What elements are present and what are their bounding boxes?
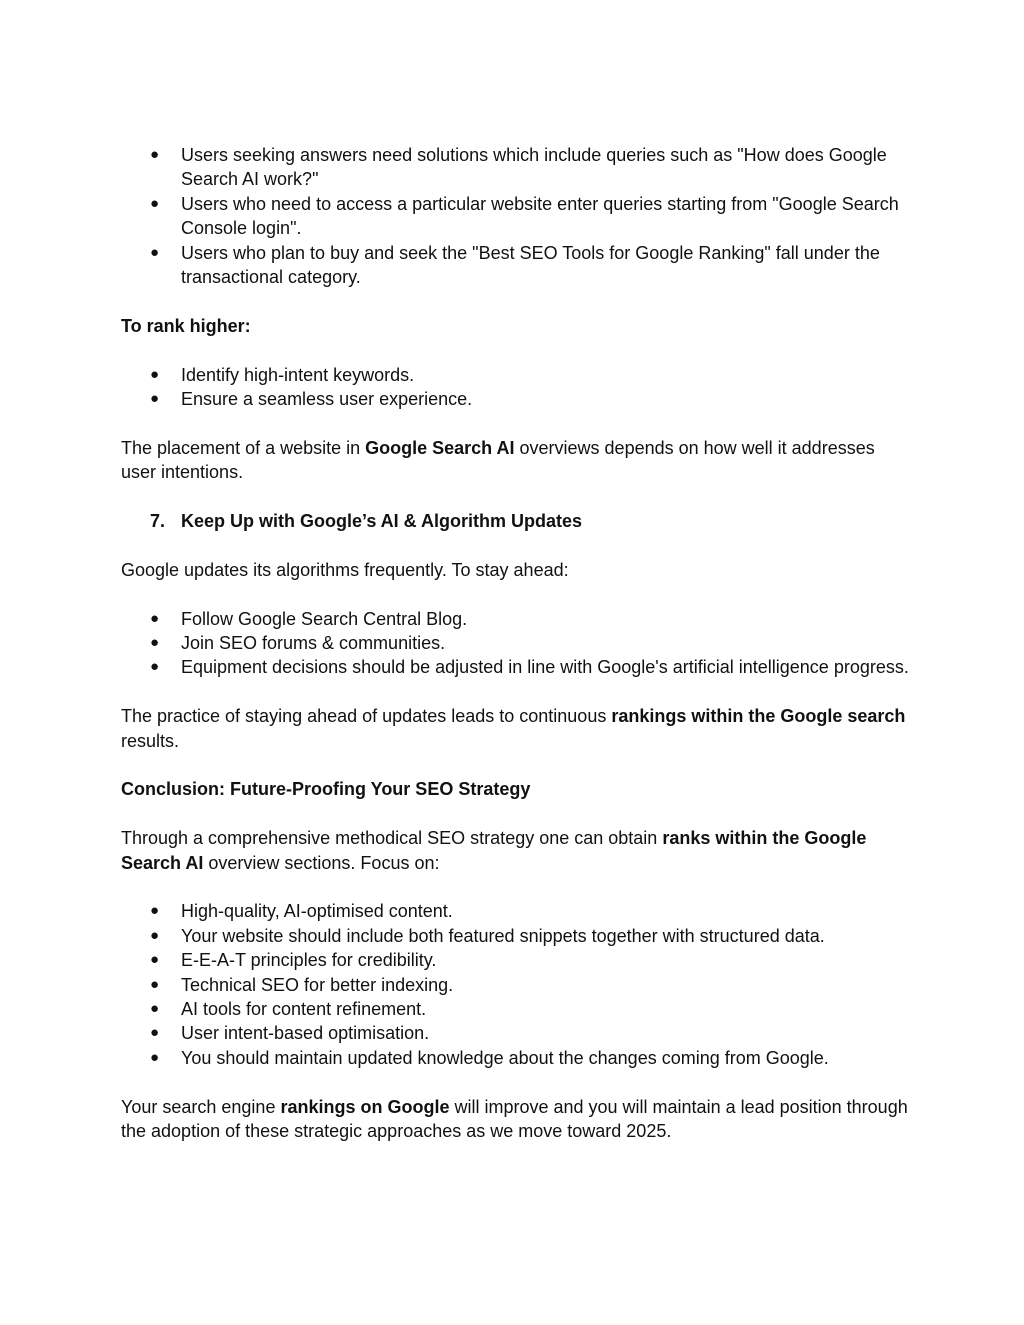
list-item: ● Ensure a seamless user experience. xyxy=(121,387,911,411)
document-page xyxy=(121,143,911,1143)
section-number: 7. xyxy=(150,511,166,532)
list-item: ● Join SEO forums & communities. xyxy=(121,631,911,655)
rank-higher-heading: To rank higher: xyxy=(121,315,251,336)
section-title: Keep Up with Google’s AI & Algorithm Updates xyxy=(181,511,583,532)
list-item: ● Your website should include both featured snippets together with structured data. xyxy=(121,924,911,948)
list-item: ● AI tools for content refinement. xyxy=(121,997,911,1021)
conclusion-heading: Conclusion: Future-Proofing Your SEO Strategy xyxy=(121,779,531,800)
through-paragraph: Through a comprehensive methodical SEO strategy one can obtain ranks within the Google Search AI overview sections. Focus on: xyxy=(121,828,867,873)
updates-list xyxy=(121,607,911,680)
updates-intro-paragraph: Google updates its algorithms frequently. To stay ahead: xyxy=(121,559,569,580)
list-item: ● High-quality, AI-optimised content. xyxy=(121,899,911,923)
placement-paragraph: The placement of a website in Google Search AI overviews depends on how well it addresses user intentions. xyxy=(121,437,875,483)
rank-higher-list xyxy=(121,363,911,412)
practice-paragraph: The practice of staying ahead of updates leads to continuous rankings within the Google search results. xyxy=(121,706,906,751)
list-item: ● Follow Google Search Central Blog. xyxy=(121,607,911,631)
list-item: ● Users who need to access a particular website enter queries starting from "Google Search Console login". xyxy=(121,192,911,241)
final-paragraph: Your search engine rankings on Google will improve and you will maintain a lead position through the adoption of these strategic approaches as we move toward 2025. xyxy=(121,1096,908,1142)
focus-list xyxy=(121,899,911,1070)
list-item: ● Identify high-intent keywords. xyxy=(121,363,911,387)
list-item: ● Technical SEO for better indexing. xyxy=(121,973,911,997)
list-item: ● User intent-based optimisation. xyxy=(121,1021,911,1045)
list-item: ● You should maintain updated knowledge about the changes coming from Google. xyxy=(121,1046,911,1070)
list-item: ● Equipment decisions should be adjusted in line with Google's artificial intelligence progress. xyxy=(121,655,911,679)
search-intent-list xyxy=(121,143,911,289)
list-item: ● Users seeking answers need solutions which include queries such as "How does Google Search AI work?" xyxy=(121,143,911,192)
section-7-heading xyxy=(121,509,911,533)
list-item: ● E-E-A-T principles for credibility. xyxy=(121,948,911,972)
list-item: ● Users who plan to buy and seek the "Best SEO Tools for Google Ranking" fall under the transactional category. xyxy=(121,241,911,290)
